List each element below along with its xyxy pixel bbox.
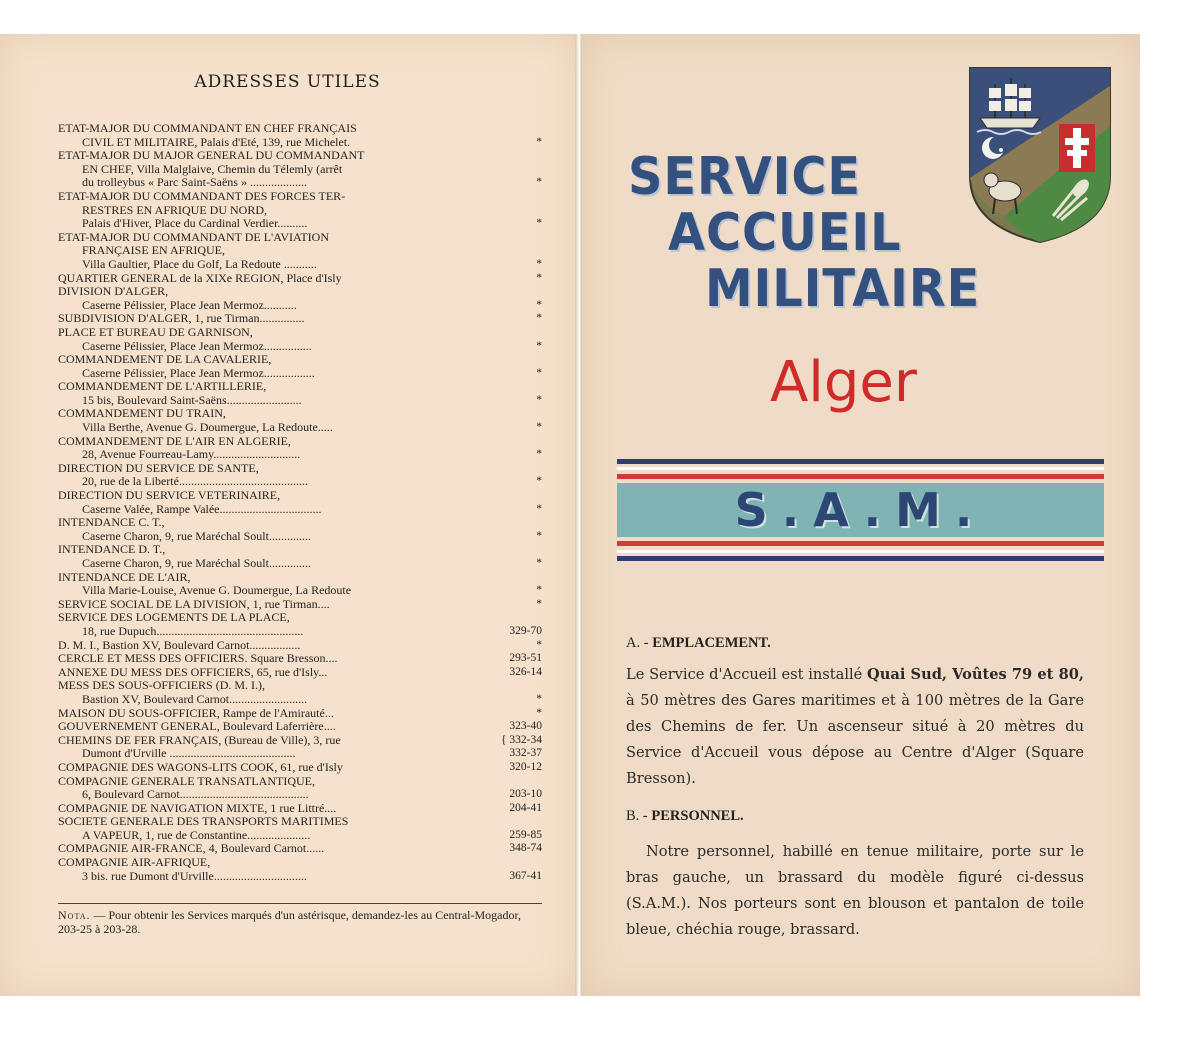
section-a-text-start: Le Service d'Accueil est installé	[626, 666, 868, 683]
address-text: 6, Boulevard Carnot...........................................	[82, 788, 309, 802]
address-row	[58, 679, 542, 693]
address-row	[58, 258, 542, 272]
address-text: COMMANDEMENT DE LA CAVALERIE,	[58, 353, 272, 367]
address-phone: 367-41	[509, 869, 542, 882]
address-text: MESS DES SOUS-OFFICIERS (D. M. I.),	[58, 679, 266, 693]
address-row	[58, 815, 542, 829]
address-row	[58, 775, 542, 789]
address-text: EN CHEF, Villa Malglaive, Chemin du Télemly (arrêt	[82, 162, 343, 176]
address-phone	[496, 462, 542, 476]
stripe-white-bottom	[617, 550, 1104, 553]
address-phone: *	[536, 529, 542, 542]
address-text: D. M. I., Bastion XV, Boulevard Carnot.................	[58, 638, 301, 652]
address-phone: *	[536, 298, 542, 311]
nota-footnote	[58, 903, 542, 936]
address-row	[58, 435, 542, 449]
address-row	[58, 557, 542, 571]
address-phone: *	[536, 135, 542, 148]
address-phone: 204-41	[509, 801, 542, 814]
address-phone: *	[536, 502, 542, 515]
section-a-title: EMPLACEMENT.	[652, 635, 771, 651]
address-phone: 293-51	[509, 652, 542, 665]
address-text: PLACE ET BUREAU DE GARNISON,	[58, 325, 253, 339]
address-phone	[496, 353, 542, 367]
address-phone	[496, 407, 542, 421]
title-service: SERVICE	[628, 147, 862, 207]
address-row	[58, 652, 542, 666]
address-text: DIRECTION DU SERVICE DE SANTE,	[58, 461, 259, 475]
address-row	[58, 870, 542, 884]
address-phone: *	[536, 638, 542, 651]
address-phone: *	[536, 217, 542, 230]
address-row	[58, 299, 542, 313]
stripe-blue-top	[617, 459, 1104, 464]
address-text: COMPAGNIE GENERALE TRANSATLANTIQUE,	[58, 774, 315, 788]
address-text: SUBDIVISION D'ALGER, 1, rue Tirman...............	[58, 312, 305, 326]
address-phone: *	[536, 271, 542, 284]
stripe-white-top	[617, 467, 1104, 470]
address-row	[58, 149, 542, 163]
address-phone	[496, 190, 542, 204]
address-phone	[496, 543, 542, 557]
address-row	[58, 639, 542, 653]
address-row	[58, 611, 542, 625]
address-phone	[496, 611, 542, 625]
address-row	[58, 475, 542, 489]
address-phone	[496, 149, 542, 163]
address-phone	[496, 204, 542, 218]
address-text: Bastion XV, Boulevard Carnot..........................	[82, 692, 308, 706]
section-a-prefix: A. -	[626, 635, 653, 651]
section-b-heading	[626, 808, 744, 825]
address-text: GOUVERNEMENT GENERAL, Boulevard Laferrière....	[58, 720, 336, 734]
address-text: ETAT-MAJOR DU MAJOR GENERAL DU COMMANDANT	[58, 149, 365, 163]
address-list	[58, 122, 542, 883]
address-row	[58, 598, 542, 612]
address-phone	[496, 326, 542, 340]
address-text: COMPAGNIE AIR-FRANCE, 4, Boulevard Carnot......	[58, 842, 325, 856]
address-phone	[496, 489, 542, 503]
address-text: Caserne Charon, 9, rue Maréchal Soult..............	[82, 557, 311, 570]
address-phone	[496, 231, 542, 245]
address-text: DIRECTION DU SERVICE VETERINAIRE,	[58, 489, 281, 503]
address-phone: *	[536, 475, 542, 488]
address-text: COMPAGNIE DES WAGONS-LITS COOK, 61, rue d'Isly	[58, 760, 343, 774]
address-row	[58, 204, 542, 218]
address-phone: *	[536, 393, 542, 406]
address-text: SERVICE DES LOGEMENTS DE LA PLACE,	[58, 611, 290, 625]
address-row	[58, 176, 542, 190]
stripe-red-bottom	[617, 541, 1104, 546]
address-row	[58, 829, 542, 843]
address-phone: 320-12	[509, 760, 542, 773]
address-row	[58, 285, 542, 299]
address-phone: 259-85	[509, 828, 542, 841]
address-text: Villa Berthe, Avenue G. Doumergue, La Redoute.....	[82, 421, 333, 435]
address-text: CIVIL ET MILITAIRE, Palais d'Eté, 139, rue Michelet.	[82, 135, 351, 149]
address-row	[58, 421, 542, 435]
address-phone	[496, 856, 542, 870]
address-text: 18, rue Dupuch.................................................	[82, 624, 304, 638]
address-row	[58, 380, 542, 394]
address-text: DIVISION D'ALGER,	[58, 285, 169, 299]
address-row	[58, 217, 542, 231]
nota-text: — Pour obtenir les Services marqués d'un astérisque, demandez-les au Central-Mogador, 203-25 à 203-28.	[58, 908, 522, 936]
nota-label: Nota.	[58, 908, 91, 922]
address-text: 28, Avenue Fourreau-Lamy.............................	[82, 448, 301, 462]
address-row	[58, 842, 542, 856]
address-row	[58, 353, 542, 367]
address-text: 15 bis, Boulevard Saint-Saëns.........................	[82, 393, 302, 407]
address-phone: *	[536, 421, 542, 434]
address-row	[58, 802, 542, 816]
address-row	[58, 747, 542, 761]
address-text: ETAT-MAJOR DU COMMANDANT EN CHEF FRANÇAIS	[58, 122, 357, 135]
address-text: ETAT-MAJOR DU COMMANDANT DES FORCES TER-	[58, 189, 346, 203]
address-text: ANNEXE DU MESS DES OFFICIERS, 65, rue d'Isly...	[58, 665, 328, 679]
address-phone: *	[536, 448, 542, 461]
address-row	[58, 231, 542, 245]
address-row	[58, 503, 542, 517]
page-fold	[575, 34, 582, 996]
address-phone	[496, 815, 542, 829]
address-phone: 348-74	[509, 842, 542, 855]
address-row	[58, 530, 542, 544]
address-phone: 326-14	[509, 665, 542, 678]
address-row	[58, 448, 542, 462]
address-phone: *	[536, 692, 542, 705]
stripe-red-top	[617, 474, 1104, 479]
title-militaire: MILITAIRE	[705, 259, 981, 319]
address-row	[58, 190, 542, 204]
address-row	[58, 462, 542, 476]
address-text: Palais d'Hiver, Place du Cardinal Verdier..........	[82, 217, 308, 231]
address-text: SOCIETE GENERALE DES TRANSPORTS MARITIMES	[58, 815, 349, 829]
address-row	[58, 136, 542, 150]
address-text: SERVICE SOCIAL DE LA DIVISION, 1, rue Tirman....	[58, 597, 330, 611]
stripe-blue-bottom	[617, 556, 1104, 561]
address-phone: 203-10	[509, 788, 542, 801]
addresses-title-text: ADRESSES UTILES	[194, 72, 381, 92]
city-name: Alger	[770, 350, 917, 415]
address-row	[58, 571, 542, 585]
address-row	[58, 272, 542, 286]
address-phone	[496, 244, 542, 258]
address-text: Villa Marie-Louise, Avenue G. Doumergue, La Redoute	[82, 584, 352, 598]
address-row	[58, 244, 542, 258]
address-phone: *	[536, 584, 542, 597]
address-text: CHEMINS DE FER FRANÇAIS, (Bureau de Ville), 3, rue	[58, 733, 341, 747]
address-text: COMPAGNIE AIR-AFRIQUE,	[58, 856, 211, 870]
address-text: MAISON DU SOUS-OFFICIER, Rampe de l'Amirauté...	[58, 706, 334, 720]
address-phone	[496, 122, 542, 136]
address-row	[58, 489, 542, 503]
address-row	[58, 856, 542, 870]
address-phone	[496, 285, 542, 299]
address-row	[58, 584, 542, 598]
address-row	[58, 326, 542, 340]
section-a-location: Quai Sud, Voûtes 79 et 80,	[867, 666, 1084, 683]
address-phone: *	[536, 257, 542, 270]
address-text: QUARTIER GENERAL de la XIXe REGION, Place d'Isly	[58, 271, 342, 285]
address-text: ETAT-MAJOR DU COMMANDANT DE L'AVIATION	[58, 230, 329, 244]
address-text: Dumont d'Urville ..........................................	[82, 747, 296, 761]
address-phone	[496, 435, 542, 449]
address-row	[58, 625, 542, 639]
address-row	[58, 720, 542, 734]
section-b-title: PERSONNEL.	[651, 808, 744, 824]
address-row	[58, 693, 542, 707]
address-row	[58, 788, 542, 802]
address-phone	[496, 679, 542, 693]
address-text: Villa Gaultier, Place du Golf, La Redoute ...........	[82, 257, 317, 271]
address-text: Caserne Charon, 9, rue Maréchal Soult..............	[82, 529, 311, 543]
address-phone	[496, 516, 542, 530]
address-row	[58, 340, 542, 354]
address-phone: *	[536, 176, 542, 189]
address-row	[58, 312, 542, 326]
address-text: CERCLE ET MESS DES OFFICIERS. Square Bresson....	[58, 652, 338, 666]
section-b-prefix: B. -	[626, 808, 652, 824]
address-row	[58, 122, 542, 136]
address-text: Caserne Pélissier, Place Jean Mermoz.................	[82, 366, 315, 380]
address-text: Caserne Valée, Rampe Valée..................................	[82, 502, 322, 516]
address-phone: { 332-34	[501, 733, 542, 746]
address-row	[58, 394, 542, 408]
title-accueil: ACCUEIL	[668, 203, 902, 263]
address-text: INTENDANCE DE L'AIR,	[58, 570, 191, 584]
address-text: INTENDANCE C. T.,	[58, 516, 165, 530]
address-phone: 332-37	[509, 747, 542, 760]
address-text: COMMANDEMENT DE L'ARTILLERIE,	[58, 380, 267, 394]
address-row	[58, 407, 542, 421]
address-text: COMMANDEMENT DE L'AIR EN ALGERIE,	[58, 434, 291, 448]
address-text: INTENDANCE D. T.,	[58, 543, 166, 557]
section-a-text	[626, 662, 1084, 792]
addresses-title	[0, 72, 575, 92]
address-phone	[496, 163, 542, 177]
address-phone: 329-70	[509, 624, 542, 637]
address-phone: *	[536, 557, 542, 569]
address-text: 20, rue de la Liberté...........................................	[82, 475, 308, 489]
address-text: du trolleybus « Parc Saint-Saëns » ...................	[82, 176, 307, 190]
address-row	[58, 543, 542, 557]
algiers-coat-of-arms	[965, 66, 1115, 244]
address-phone: 323-40	[509, 720, 542, 733]
address-phone	[496, 571, 542, 585]
address-row	[58, 163, 542, 177]
section-b-text: Notre personnel, habillé en tenue militaire, porte sur le bras gauche, un brassard du modèle figuré ci-dessus (S.A.M.). Nos porteurs sont en blouson et pantalon de toile bleue, chéchia rouge, brassard.	[626, 843, 1084, 938]
address-row	[58, 734, 542, 748]
address-phone: *	[536, 706, 542, 719]
address-row	[58, 761, 542, 775]
address-text: COMPAGNIE DE NAVIGATION MIXTE, 1 rue Littré....	[58, 801, 337, 815]
address-text: A VAPEUR, 1, rue de Constantine.....................	[82, 828, 311, 842]
address-phone	[496, 775, 542, 789]
address-row	[58, 367, 542, 381]
address-row	[58, 666, 542, 680]
address-text: FRANÇAISE EN AFRIQUE,	[82, 244, 226, 258]
section-a-heading	[626, 635, 771, 652]
cross-icon	[1059, 124, 1095, 172]
address-phone	[496, 380, 542, 394]
address-text: Caserne Pélissier, Place Jean Mermoz................	[82, 339, 312, 353]
sam-band-text: S.A.M.	[734, 483, 987, 537]
section-a-text-end: à 50 mètres des Gares maritimes et à 100 mètres de la Gare des Chemins de fer. Un ascenseur situé à 20 mètres du Service d'Accueil vous dépose au Centre d'Alger (Square Bresson).	[626, 692, 1084, 787]
address-row	[58, 516, 542, 530]
address-row	[58, 707, 542, 721]
address-phone: *	[536, 366, 542, 379]
address-text: Caserne Pélissier, Place Jean Mermoz...........	[82, 298, 297, 312]
address-text: 3 bis. rue Dumont d'Urville...............................	[82, 869, 307, 883]
address-text: RESTRES EN AFRIQUE DU NORD,	[82, 203, 268, 217]
address-phone: *	[536, 339, 542, 352]
address-phone: *	[536, 312, 542, 325]
address-phone: *	[536, 597, 542, 610]
address-text: COMMANDEMENT DU TRAIN,	[58, 407, 226, 421]
sam-armband	[617, 483, 1104, 537]
